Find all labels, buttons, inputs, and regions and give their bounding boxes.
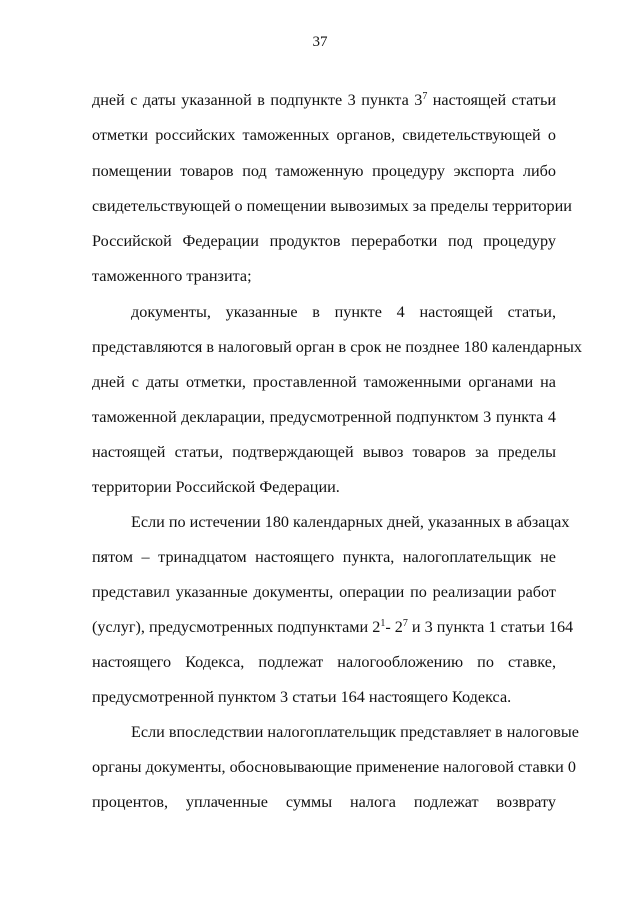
paragraph-4-line-1: Если впоследствии налогоплательщик представляет в налоговые [131, 723, 579, 741]
paragraph-1-line-1: дней с даты указанной в подпункте 3 пункта $3^7$ настоящей статьи [92, 91, 557, 109]
superscript: 1 [380, 618, 386, 629]
paragraph-3-line-6: предусмотренной пунктом 3 статьи 164 настоящего Кодекса. [92, 688, 512, 706]
paragraph-4-line-3: процентов, уплаченные суммы налога подлежат возврату [92, 793, 556, 811]
paragraph-2-line-3: дней с даты отметки, проставленной таможенными органами на [92, 373, 556, 391]
superscript: 7 [402, 618, 408, 629]
superscript: 7 [422, 91, 428, 102]
paragraph-3-line-1: Если по истечении 180 календарных дней, указанных в абзацах [131, 513, 570, 531]
paragraph-3-line-4: (услуг), предусмотренных подпунктами $2^1-$ $2^7$ и 3 пункта 1 статьи 164 [92, 618, 574, 636]
paragraph-2-line-6: территории Российской Федерации. [92, 478, 340, 496]
paragraph-1-line-4: свидетельствующей о помещении вывозимых за пределы территории [92, 197, 572, 215]
paragraph-2-line-2: представляются в налоговый орган в срок не позднее 180 календарных [92, 338, 582, 356]
paragraph-2-line-5: настоящей статьи, подтверждающей вывоз товаров за пределы [92, 443, 556, 461]
paragraph-1-line-3: помещении товаров под таможенную процедуру экспорта либо [92, 162, 556, 180]
paragraph-1-line-6: таможенного транзита; [92, 267, 252, 285]
paragraph-1-line-2: отметки российских таможенных органов, свидетельствующей о [92, 126, 556, 144]
paragraph-3-line-3: представил указанные документы, операции по реализации работ [92, 583, 556, 601]
paragraph-3-line-2: пятом – тринадцатом настоящего пункта, налогоплательщик не [92, 548, 556, 566]
page-number: 37 [312, 34, 328, 50]
paragraph-3-line-5: настоящего Кодекса, подлежат налогообложению по ставке, [92, 653, 556, 671]
paragraph-1-line-5: Российской Федерации продуктов переработки под процедуру [92, 232, 556, 250]
paragraph-2-line-4: таможенной декларации, предусмотренной подпунктом 3 пункта 4 [92, 408, 556, 426]
paragraph-2-line-1: документы, указанные в пункте 4 настоящей статьи, [131, 303, 556, 321]
paragraph-4-line-2: органы документы, обосновывающие применение налоговой ставки 0 [92, 758, 576, 776]
